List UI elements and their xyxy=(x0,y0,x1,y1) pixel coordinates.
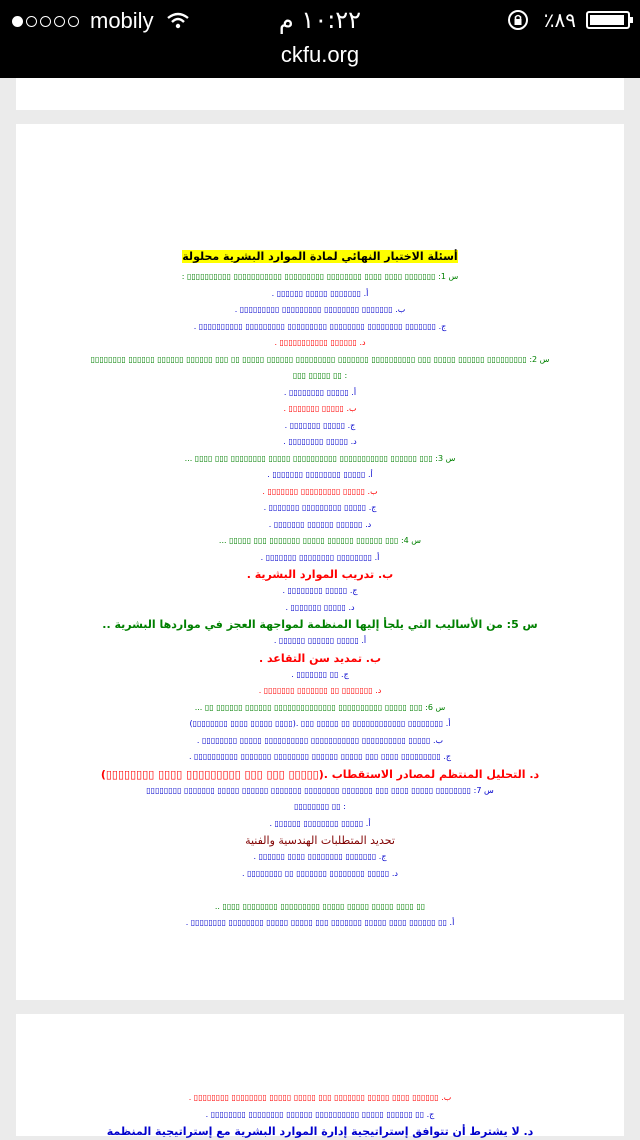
document-line: ب. تمديد سن التقاعد . xyxy=(258,651,382,665)
document-line: أ. ▯▯▯▯▯ ▯▯▯▯▯▯ ▯▯▯▯▯▯ . xyxy=(273,636,367,645)
document-line: ب. ▯▯▯▯▯▯▯ ▯▯▯▯▯▯▯▯ ▯▯▯▯▯▯▯▯▯ ▯▯▯▯▯▯▯▯▯ . xyxy=(234,305,406,314)
document-line: ▯▯ ▯▯▯▯ ▯▯▯▯▯ ▯▯▯▯▯ ▯▯▯▯▯ ▯▯▯▯▯▯▯▯▯ ▯▯▯▯▯▯▯▯ ▯▯▯▯ .. xyxy=(214,901,426,911)
document-line: أ. ▯▯▯▯▯ ▯▯▯▯▯▯▯▯ ▯▯▯▯▯▯▯ . xyxy=(267,470,373,479)
carrier-name: mobily xyxy=(90,8,154,33)
document-line: س 5: من الأساليب التي يلجأ إليها المنظمة لمواجهة العجز في مواردها البشرية .. xyxy=(102,618,538,631)
rotation-lock-icon xyxy=(506,8,530,32)
document-line: ج. ▯▯▯▯▯▯▯▯▯ ▯▯▯▯ ▯▯▯ ▯▯▯▯▯ ▯▯▯▯▯▯ ▯▯▯▯▯▯▯▯ ▯▯▯▯▯▯▯ ▯▯▯▯▯▯▯▯▯▯ . xyxy=(188,752,452,761)
status-right xyxy=(506,8,630,32)
document-line: د. ▯▯▯▯▯▯ ▯▯▯▯▯▯▯▯▯▯▯ . xyxy=(274,338,366,347)
document-line: س 3: ▯▯▯ ▯▯▯▯▯▯ ▯▯▯▯▯▯▯▯▯▯▯ ▯▯▯▯▯▯▯▯▯▯ ▯▯▯▯▯ ▯▯▯▯▯▯▯▯ ▯▯▯ ▯▯▯▯ ... xyxy=(184,453,456,463)
document-line: د. ▯▯▯▯▯▯ ▯▯▯▯▯▯ ▯▯▯▯▯▯▯ . xyxy=(268,519,372,529)
document-line: أ. ▯▯▯▯▯ ▯▯▯▯▯▯▯▯ . xyxy=(283,387,357,397)
document-line: أ. ▯▯▯▯▯▯▯▯ ▯▯▯▯▯▯▯▯▯▯▯▯ ▯▯ ▯▯▯▯▯ ▯▯▯ .(▯▯▯▯ ▯▯▯▯▯ ▯▯▯▯ ▯▯▯▯▯▯▯▯) xyxy=(189,719,451,728)
document-line: تحديد المتطلبات الهندسية والفنية xyxy=(245,834,395,847)
document-line: ب. تدريب الموارد البشرية . xyxy=(246,568,394,581)
document-line: ب. ▯▯▯▯▯ ▯▯▯▯▯▯▯▯▯ ▯▯▯▯▯▯▯ . xyxy=(262,486,378,496)
document-line: د. ▯▯▯▯▯ ▯▯▯▯▯▯▯▯ . xyxy=(283,437,357,446)
exam-document-continued xyxy=(16,1090,624,1140)
exam-document xyxy=(16,250,624,932)
document-line: ج. ▯▯▯▯▯ ▯▯▯▯▯▯▯▯ . xyxy=(282,586,358,595)
clock: ١٠:٢٢ م xyxy=(278,6,362,34)
document-line: أ. ▯▯ ▯▯▯▯▯▯ ▯▯▯▯ ▯▯▯▯▯ ▯▯▯▯▯▯▯ ▯▯▯ ▯▯▯▯▯ ▯▯▯▯▯ ▯▯▯▯▯▯▯▯ ▯▯▯▯▯▯▯▯ . xyxy=(185,918,455,927)
document-line: ج. ▯▯ ▯▯▯▯▯▯▯ . xyxy=(291,669,349,679)
document-line: د. ▯▯▯▯▯ ▯▯▯▯▯▯▯ . xyxy=(285,602,355,612)
status-bar xyxy=(0,0,640,78)
document-line: س 2: ▯▯▯▯▯▯▯▯▯ ▯▯▯▯▯▯ ▯▯▯▯▯ ▯▯▯ ▯▯▯▯▯▯▯▯▯▯ ▯▯▯▯▯▯▯ ▯▯▯▯▯▯▯▯▯ ▯▯▯▯▯▯ ▯▯▯▯▯ ▯▯ ▯▯▯ ▯▯▯▯▯▯ ▯▯▯▯▯▯ ▯▯▯▯▯▯ ▯▯▯▯▯▯▯▯ xyxy=(90,354,550,364)
document-page xyxy=(16,124,624,1000)
page-title: أسئلة الاختبار النهائي لمادة الموارد البشرية محلولة xyxy=(182,250,458,263)
document-line: ج. ▯▯ ▯▯▯▯▯▯ ▯▯▯▯▯ ▯▯▯▯▯▯▯▯▯▯ ▯▯▯▯▯▯ ▯▯▯▯▯▯▯▯ ▯▯▯▯▯▯▯▯ . xyxy=(205,1109,435,1119)
document-line: أ. ▯▯▯▯▯ ▯▯▯▯▯▯▯▯ ▯▯▯▯▯▯ . xyxy=(269,818,371,828)
document-line: ب. ▯▯▯▯▯ ▯▯▯▯▯▯▯ . xyxy=(283,404,357,413)
document-line: : ▯▯ ▯▯▯▯▯▯▯▯ xyxy=(294,802,346,811)
document-line: ج. ▯▯▯▯▯▯▯ ▯▯▯▯▯▯▯▯ ▯▯▯▯▯▯▯▯ ▯▯▯▯▯▯▯▯▯ ▯▯▯▯▯▯▯▯▯ ▯▯▯▯▯▯▯▯▯▯ . xyxy=(193,321,447,331)
document-line: أ. ▯▯▯▯▯▯▯ ▯▯▯▯▯ ▯▯▯▯▯▯ . xyxy=(271,288,369,298)
document-page xyxy=(16,1014,624,1136)
address-url[interactable]: ckfu.org xyxy=(280,42,360,67)
document-line: س 1: ▯▯▯▯▯▯▯ ▯▯▯▯ ▯▯▯▯ ▯▯▯▯▯▯▯▯ ▯▯▯▯▯▯▯▯▯ ▯▯▯▯▯▯▯▯▯▯▯ ▯▯▯▯▯▯▯▯▯▯ : xyxy=(181,272,459,281)
document-line: ب. ▯▯▯▯▯ ▯▯▯▯▯▯▯▯▯▯ ▯▯▯▯▯▯▯▯▯▯▯ ▯▯▯▯▯▯▯▯▯▯ ▯▯▯▯▯ ▯▯▯▯▯▯▯▯ . xyxy=(196,735,444,745)
document-line: د. لا يشترط أن تتوافق إستراتيجية إدارة الموارد البشرية مع إستراتيجية المنظمة xyxy=(106,1125,534,1138)
document-line: ج. ▯▯▯▯▯▯▯ ▯▯▯▯▯▯▯▯ ▯▯▯▯ ▯▯▯▯▯▯ . xyxy=(253,852,387,861)
document-line: ج. ▯▯▯▯▯ ▯▯▯▯▯▯▯ . xyxy=(284,420,356,430)
question-list xyxy=(16,1090,624,1140)
document-line: س 4: ▯▯▯ ▯▯▯▯▯▯ ▯▯▯▯▯▯ ▯▯▯▯▯ ▯▯▯▯▯▯▯ ▯▯▯ ▯▯▯▯▯ ... xyxy=(218,536,422,545)
document-page xyxy=(16,78,624,110)
question-list xyxy=(16,269,624,932)
document-line: د. ▯▯▯▯▯▯▯ ▯▯ ▯▯▯▯▯▯▯ ▯▯▯▯▯▯▯ . xyxy=(258,686,382,695)
document-line: د. التحليل المنتظم لمصادر الاستقطاب .(▯▯▯▯▯ ▯▯▯ ▯▯▯ ▯▯▯▯▯▯▯▯▯ ▯▯▯▯ ▯▯▯▯▯▯▯▯) xyxy=(100,767,540,781)
document-line xyxy=(16,882,624,899)
battery-percent: ٪٨٩ xyxy=(543,8,576,32)
document-line: أ. ▯▯▯▯▯▯▯▯ ▯▯▯▯▯▯▯▯ ▯▯▯▯▯▯▯ . xyxy=(260,552,380,562)
document-line: س 7: ▯▯▯▯▯▯▯▯ ▯▯▯▯▯ ▯▯▯▯ ▯▯▯ ▯▯▯▯▯▯▯ ▯▯▯▯▯▯▯▯ ▯▯▯▯▯▯▯ ▯▯▯▯▯▯ ▯▯▯▯▯ ▯▯▯▯▯▯▯ ▯▯▯▯▯▯▯▯ xyxy=(146,785,494,795)
document-line: س 6: ▯▯▯ ▯▯▯▯▯ ▯▯▯▯▯▯▯▯▯▯ ▯▯▯▯▯▯▯▯▯▯▯▯▯▯ ▯▯▯▯▯▯ ▯▯▯▯▯▯ ▯▯ ... xyxy=(194,702,446,712)
document-line: ج. ▯▯▯▯▯ ▯▯▯▯▯▯▯▯▯ ▯▯▯▯▯▯▯ . xyxy=(263,503,377,512)
battery-icon xyxy=(586,11,630,29)
document-line: : ▯▯ ▯▯▯▯▯ ▯▯▯ xyxy=(292,371,348,380)
document-line: ب. ▯▯▯▯▯▯ ▯▯▯▯ ▯▯▯▯▯ ▯▯▯▯▯▯▯ ▯▯▯ ▯▯▯▯▯ ▯▯▯▯▯ ▯▯▯▯▯▯▯▯ ▯▯▯▯▯▯▯▯ . xyxy=(188,1093,452,1102)
document-line: د. ▯▯▯▯▯ ▯▯▯▯▯▯▯▯ ▯▯▯▯▯▯▯ ▯▯ ▯▯▯▯▯▯▯▯ . xyxy=(242,868,398,878)
